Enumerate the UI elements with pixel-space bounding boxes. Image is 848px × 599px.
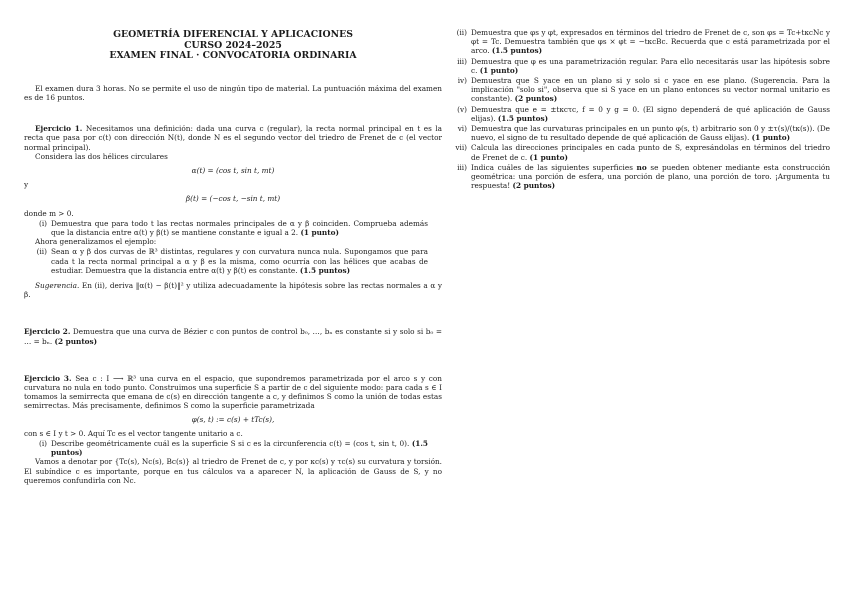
points: (1 punto) bbox=[479, 65, 519, 75]
item-text bbox=[471, 105, 830, 123]
left-column bbox=[24, 0, 442, 485]
course-year: CURSO 2024–2025 bbox=[184, 39, 282, 51]
item-text bbox=[471, 76, 830, 104]
hint-text: En (ii), deriva ‖α(t) − β(t)‖² y utiliza adecuadamente la hipótesis sobre las rectas normales a α y β. bbox=[24, 281, 442, 300]
item-text bbox=[471, 57, 830, 75]
ex1-item-i bbox=[24, 219, 442, 237]
ex3-paragraph-1 bbox=[24, 374, 442, 411]
item-text bbox=[51, 439, 442, 457]
ex3-viii-text-b: se pueden obtener mediante esta construcción geométrica: una porción de esfera, una porción de plano, una porción de toro. ¡Argumenta tu respuesta! bbox=[471, 162, 831, 191]
ex3-p1: Sea c : I ⟶ ℝ³ una curva en el espacio, que supondremos parametrizada por el arco s y con curvatura no nula en todo punto. Construimos una superficie S a partir de c del siguiente modo: para cada s ∈ I tomamos la semirrecta que emana de c(s) en dirección tangente a c, y definimos S como la unión de todas estas semirrectas. Más precisamente, definimos S como la superficie parametrizada bbox=[24, 373, 442, 411]
points: (1.5 puntos) bbox=[51, 439, 428, 458]
ex1-title: Ejercicio 1. bbox=[35, 124, 83, 134]
item-number: (v) bbox=[457, 104, 467, 114]
points: (1.5 puntos) bbox=[491, 46, 543, 56]
ex1-equation-beta: β(t) = (−cos t, −sin t, mt) bbox=[185, 194, 281, 204]
exercise-1 bbox=[24, 124, 442, 299]
item-number: (i) bbox=[38, 218, 47, 228]
right-column bbox=[452, 0, 830, 190]
points: (1.5 puntos) bbox=[497, 113, 549, 123]
ex3-vi-text: Demuestra que las curvaturas principales en un punto φ(s, t) arbitrario son 0 y ±τ(s)/(tκ(s)). (De nuevo, el signo de tu resultado depende de qué aplicación de Gauss elijas). bbox=[471, 124, 830, 143]
ex3-item-vii bbox=[452, 143, 830, 161]
ex3-i-text: Describe geométricamente cuál es la superficie S si c es la circunferencia c(t) = (cos t, sin t, 0). bbox=[51, 439, 410, 449]
ex1-paragraph-1 bbox=[24, 124, 442, 152]
points: (1.5 puntos) bbox=[299, 265, 351, 275]
ex3-item-iii bbox=[452, 57, 830, 75]
points: (2 puntos) bbox=[512, 181, 556, 191]
ex3-p3: Vamos a denotar por {Tc(s), Nc(s), Bc(s)} al triedro de Frenet de c, y por κc(s) y τc(s) su curvatura y torsión. El subíndice c es importante, porque en tus cálculos va a aparecer N, la aplicación de Gauss de S, y no queremos confundirla con Nc. bbox=[24, 457, 442, 485]
exam-title: GEOMETRÍA DIFERENCIAL Y APLICACIONES bbox=[113, 29, 353, 40]
item-number: iv) bbox=[457, 76, 467, 86]
ex3-item-i bbox=[24, 439, 442, 457]
item-number: iii) bbox=[457, 162, 467, 172]
ex3-item-ii bbox=[452, 28, 830, 56]
points: (1 punto) bbox=[751, 133, 791, 143]
ex3-viii-text-a: Indica cuáles de las siguientes superficies bbox=[471, 162, 633, 172]
ex3-item-vi bbox=[452, 124, 830, 142]
exam-header bbox=[24, 30, 442, 62]
ex2-text: Demuestra que una curva de Bézier c con puntos de control b₀, …, bₙ es constante si y solo si b₀ = … = bₙ. bbox=[24, 327, 442, 346]
ex1-p2: Considera las dos hélices circulares bbox=[35, 151, 168, 161]
ex2-title: Ejercicio 2. bbox=[24, 327, 71, 337]
points: (2 puntos) bbox=[514, 94, 558, 104]
ex3-iv-text: Demuestra que S yace en un plano si y solo si c yace en ese plano. (Sugerencia. Para la implicación "solo si", observa que si S yace en un plano entonces su vector normal unitario es constante). bbox=[471, 76, 830, 104]
ex3-item-viii bbox=[452, 163, 830, 191]
ex3-item-v bbox=[452, 105, 830, 123]
ex3-equation: φ(s, t) := c(s) + tTc(s), bbox=[191, 414, 275, 424]
ex1-ii-text: Sean α y β dos curvas de ℝ³ distintas, regulares y con curvatura nunca nula. Supongamos que para cada t la recta normal principal a α y β es la misma, como ocurría con las hélices que acabas de estudiar. Demuestra que la distancia entre α(t) y β(t) es constante. bbox=[51, 247, 428, 275]
ex1-item-ii bbox=[24, 247, 442, 275]
item-number: (ii) bbox=[36, 247, 47, 257]
item-number: vi) bbox=[457, 124, 467, 134]
item-number: (ii) bbox=[456, 28, 467, 37]
ex3-p2: con s ∈ I y t > 0. Aquí Tc es el vector tangente unitario a c. bbox=[24, 428, 243, 438]
ex3-vii-text: Calcula las direcciones principales en cada punto de S, expresándolas en términos del triedro de Frenet de c. bbox=[471, 143, 830, 162]
item-text bbox=[51, 247, 442, 275]
ex1-and: y bbox=[24, 180, 29, 190]
item-text bbox=[471, 124, 830, 142]
item-number: iii) bbox=[457, 56, 467, 66]
ex3-title: Ejercicio 3. bbox=[24, 373, 72, 383]
points: (2 puntos) bbox=[54, 336, 98, 346]
ex1-equation-alpha: α(t) = (cos t, sin t, mt) bbox=[191, 166, 275, 175]
emphasis-no: no bbox=[636, 162, 647, 172]
item-number: (i) bbox=[38, 439, 47, 449]
ex1-hint bbox=[24, 281, 442, 299]
ex3-v-text: Demuestra que e = ±tκcτc, f = 0 y g = 0. (El signo dependerá de qué aplicación de Gauss elijas). bbox=[471, 104, 830, 123]
ex3-continued-items bbox=[452, 28, 830, 190]
exercise-3 bbox=[24, 374, 442, 485]
points: (1 punto) bbox=[529, 152, 568, 162]
ex1-where: donde m > 0. bbox=[24, 208, 74, 218]
item-text bbox=[471, 143, 830, 161]
intro-text: El examen dura 3 horas. No se permite el uso de ningún tipo de material. La puntuación máxima del examen es de 16 puntos. bbox=[24, 83, 442, 102]
item-text bbox=[51, 219, 442, 237]
ex3-iii-text: Demuestra que φ es una parametrización regular. Para ello necesitarás usar las hipótesis sobre c. bbox=[471, 56, 830, 75]
exercise-2 bbox=[24, 327, 442, 345]
ex2-paragraph bbox=[24, 327, 442, 345]
item-number: vii) bbox=[455, 143, 467, 153]
ex1-p3: Ahora generalizamos el ejemplo: bbox=[35, 237, 157, 247]
exam-session: EXAMEN FINAL · CONVOCATORIA ORDINARIA bbox=[109, 50, 357, 62]
item-text bbox=[471, 163, 830, 191]
points: (1 punto) bbox=[300, 228, 339, 238]
hint-label: Sugerencia. bbox=[35, 281, 80, 291]
item-text bbox=[471, 28, 830, 56]
ex1-i-text: Demuestra que para todo t las rectas normales principales de α y β coinciden. Comprueba además que la distancia entre α(t) y β(t) se mantiene constante e igual a 2. bbox=[51, 218, 428, 238]
ex3-item-iv bbox=[452, 76, 830, 104]
ex3-ii-text: Demuestra que φs y φt, expresados en términos del triedro de Frenet de c, son φs = Tc+tκcNc y φt = Tc. Demuestra también que φs × φt = −tκcBc. Recuerda que c está parametrizada por el arco. bbox=[471, 28, 830, 56]
ex1-p1: Necesitamos una definición: dada una curva c (regular), la recta normal principal en t es la recta que pasa por c(t) con dirección N(t), donde N es el segundo vector del triedro de Frenet de c (el vector normal principal). bbox=[24, 124, 443, 152]
